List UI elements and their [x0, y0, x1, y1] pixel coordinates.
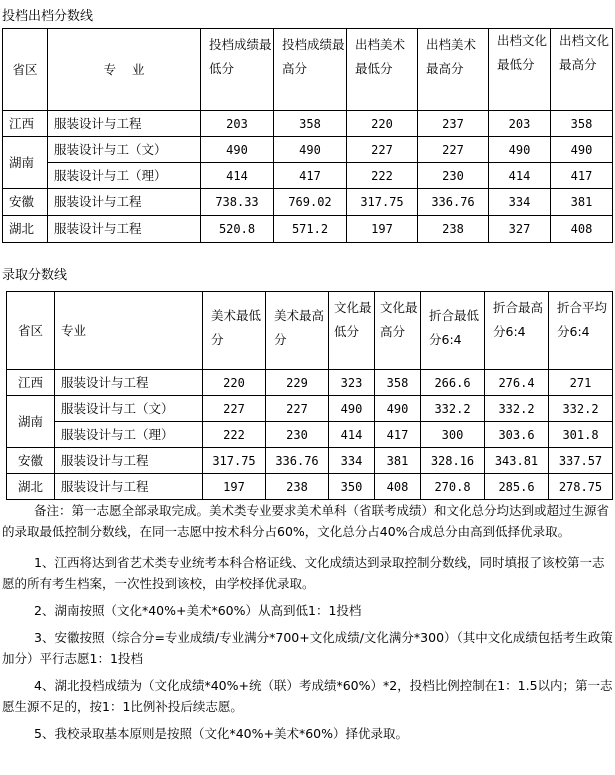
- value-cell: 300: [421, 422, 485, 448]
- value-cell: 417: [551, 163, 613, 189]
- value-cell: 222: [347, 163, 418, 189]
- value-cell: 285.6: [485, 474, 549, 500]
- major-cell: 服装设计与工程: [55, 474, 203, 500]
- major-cell: 服装设计与工（理）: [48, 163, 201, 189]
- major-cell: 服装设计与工（理）: [55, 422, 203, 448]
- value-cell: 417: [375, 422, 421, 448]
- value-cell: 414: [201, 163, 274, 189]
- major-cell: 服装设计与工程: [55, 370, 203, 396]
- table-row: [3, 137, 613, 163]
- province-cell: 湖北: [7, 474, 55, 500]
- value-cell: 769.02: [274, 189, 347, 216]
- value-cell: 336.76: [418, 189, 489, 216]
- value-cell: 317.75: [347, 189, 418, 216]
- note-item: 4、湖北投档成绩为（文化成绩*40%+统（联）考成绩*60%）*2，投档比例控制在1：1.5以内；第一志愿生源不足的，按1：1比例补投后续志愿。: [2, 678, 613, 714]
- note-item: 3、安徽按照（综合分=专业成绩/专业满分*700+文化成绩/文化满分*300）（其中文化成绩包括考生政策加分）平行志愿1：1投档: [2, 630, 613, 666]
- header-col: 投档成绩最高分: [274, 29, 347, 111]
- value-cell: 350: [329, 474, 375, 500]
- note-item: 5、我校录取基本原则是按照（文化*40%+美术*60%）择优录取。: [34, 726, 408, 741]
- province-cell: 湖北: [3, 216, 48, 243]
- value-cell: 490: [329, 396, 375, 422]
- value-cell: 490: [274, 137, 347, 163]
- header-col: 折合最低分6:4: [421, 292, 485, 370]
- value-cell: 203: [201, 111, 274, 137]
- table-row: [7, 370, 613, 396]
- value-cell: 227: [418, 137, 489, 163]
- admission-notes: [2, 500, 613, 744]
- value-cell: 337.57: [549, 448, 613, 474]
- cutoff-table-1: [2, 28, 613, 243]
- value-cell: 381: [375, 448, 421, 474]
- value-cell: 220: [347, 111, 418, 137]
- value-cell: 227: [347, 137, 418, 163]
- note-item: 1、江西将达到省艺术类专业统考本科合格证线、文化成绩达到录取控制分数线，同时填报了该校第一志愿的所有考生档案，一次性投到该校，由学校择优录取。: [2, 555, 605, 591]
- value-cell: 197: [203, 474, 266, 500]
- value-cell: 332.2: [549, 396, 613, 422]
- value-cell: 490: [375, 396, 421, 422]
- province-cell: 安徽: [3, 189, 48, 216]
- header-col: 文化最高分: [375, 292, 421, 370]
- value-cell: 408: [551, 216, 613, 243]
- value-cell: 490: [489, 137, 551, 163]
- value-cell: 358: [551, 111, 613, 137]
- province-cell: 湖南: [3, 137, 48, 189]
- header-col: 出档文化最低分: [489, 29, 551, 111]
- province-cell: 安徽: [7, 448, 55, 474]
- value-cell: 238: [418, 216, 489, 243]
- value-cell: 203: [489, 111, 551, 137]
- value-cell: 343.81: [485, 448, 549, 474]
- value-cell: 336.76: [266, 448, 329, 474]
- value-cell: 323: [329, 370, 375, 396]
- value-cell: 358: [375, 370, 421, 396]
- major-cell: 服装设计与工程: [48, 216, 201, 243]
- header-col: 折合平均分6:4: [549, 292, 613, 370]
- value-cell: 328.16: [421, 448, 485, 474]
- value-cell: 414: [329, 422, 375, 448]
- value-cell: 238: [266, 474, 329, 500]
- header-col: 美术最高分: [266, 292, 329, 370]
- table-row: [3, 111, 613, 137]
- major-cell: 服装设计与工程: [55, 448, 203, 474]
- table-row: [3, 163, 613, 189]
- table-row: [3, 189, 613, 216]
- value-cell: 303.6: [485, 422, 549, 448]
- value-cell: 278.75: [549, 474, 613, 500]
- value-cell: 270.8: [421, 474, 485, 500]
- value-cell: 334: [329, 448, 375, 474]
- value-cell: 197: [347, 216, 418, 243]
- note-remark: 备注：第一志愿全部录取完成。美术类专业要求美术单科（省联考成绩）和文化总分均达到或超过生源省的录取最低控制分数线，在同一志愿中按术科分占60%，文化总分占40%合成总分由高到低择优录取。: [2, 503, 610, 539]
- header-col: 美术最低分: [203, 292, 266, 370]
- value-cell: 332.2: [485, 396, 549, 422]
- value-cell: 237: [418, 111, 489, 137]
- table-row: [3, 216, 613, 243]
- header-col: 投档成绩最低分: [201, 29, 274, 111]
- province-cell: 江西: [3, 111, 48, 137]
- value-cell: 227: [203, 396, 266, 422]
- value-cell: 490: [551, 137, 613, 163]
- table1-title: 投档出档分数线: [2, 9, 94, 24]
- value-cell: 229: [266, 370, 329, 396]
- value-cell: 332.2: [421, 396, 485, 422]
- value-cell: 271: [549, 370, 613, 396]
- value-cell: 230: [418, 163, 489, 189]
- major-cell: 服装设计与工（文）: [48, 137, 201, 163]
- value-cell: 520.8: [201, 216, 274, 243]
- value-cell: 327: [489, 216, 551, 243]
- province-cell: 湖南: [7, 396, 55, 448]
- value-cell: 301.8: [549, 422, 613, 448]
- header-col: 出档美术最低分: [347, 29, 418, 111]
- table-row: [7, 396, 613, 422]
- value-cell: 266.6: [421, 370, 485, 396]
- value-cell: 220: [203, 370, 266, 396]
- table-row: [7, 422, 613, 448]
- major-cell: 服装设计与工程: [48, 111, 201, 137]
- value-cell: 417: [274, 163, 347, 189]
- major-cell: 服装设计与工（文）: [55, 396, 203, 422]
- value-cell: 490: [201, 137, 274, 163]
- value-cell: 317.75: [203, 448, 266, 474]
- table-row: [7, 448, 613, 474]
- value-cell: 571.2: [274, 216, 347, 243]
- header-major: 专 业: [48, 29, 201, 111]
- table2-title: 录取分数线: [2, 268, 68, 283]
- header-major: 专业: [55, 292, 203, 370]
- cutoff-table-2: [6, 291, 613, 500]
- value-cell: 738.33: [201, 189, 274, 216]
- value-cell: 414: [489, 163, 551, 189]
- header-col: 文化最低分: [329, 292, 375, 370]
- note-item: 2、湖南按照（文化*40%+美术*60%）从高到低1：1投档: [34, 603, 362, 618]
- value-cell: 358: [274, 111, 347, 137]
- value-cell: 230: [266, 422, 329, 448]
- header-col: 出档美术最高分: [418, 29, 489, 111]
- header-province: 省区: [7, 292, 55, 370]
- major-cell: 服装设计与工程: [48, 189, 201, 216]
- value-cell: 334: [489, 189, 551, 216]
- header-col: 折合最高分6:4: [485, 292, 549, 370]
- province-cell: 江西: [7, 370, 55, 396]
- table-row: [7, 474, 613, 500]
- value-cell: 381: [551, 189, 613, 216]
- value-cell: 222: [203, 422, 266, 448]
- value-cell: 408: [375, 474, 421, 500]
- value-cell: 227: [266, 396, 329, 422]
- header-col: 出档文化最高分: [551, 29, 613, 111]
- value-cell: 276.4: [485, 370, 549, 396]
- header-province: 省区: [3, 29, 48, 111]
